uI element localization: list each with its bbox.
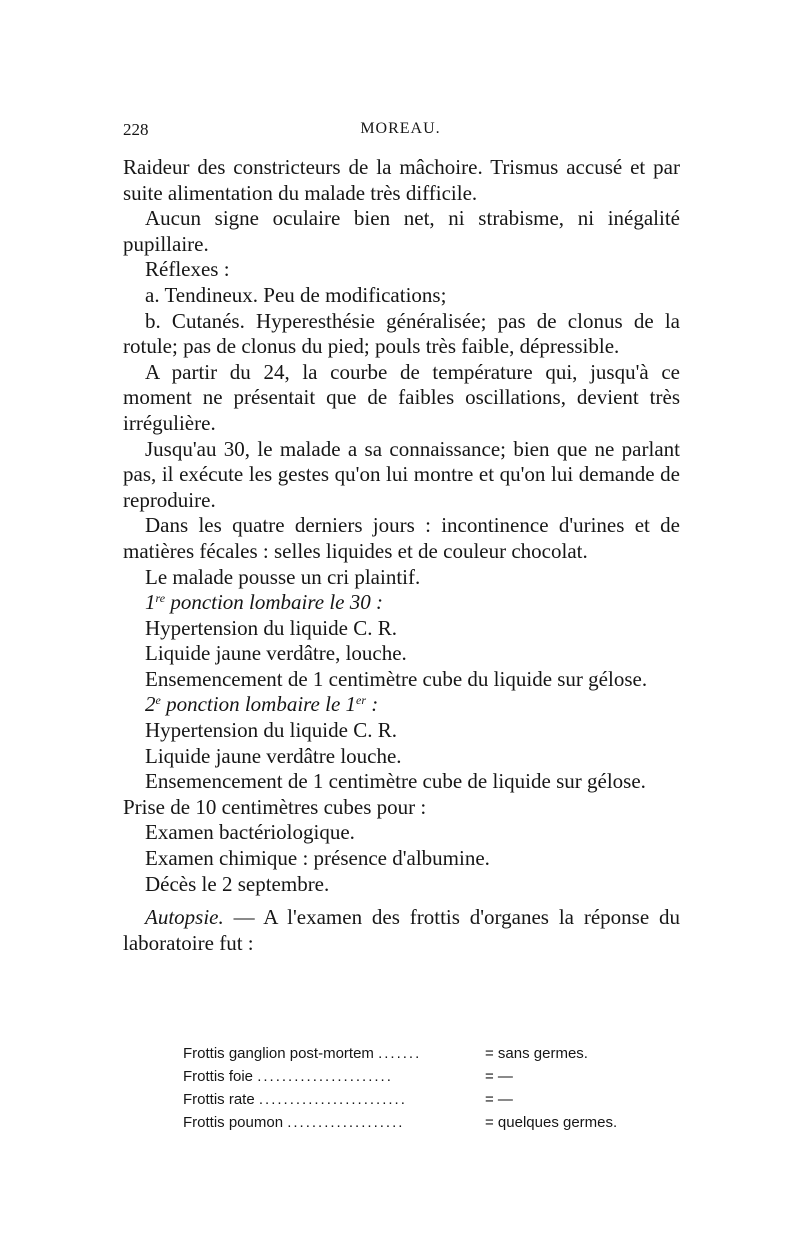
paragraph: Dans les quatre derniers jours : incontinence d'urines et de matières fécales : selles liquides et de couleur chocolat. (123, 513, 680, 563)
leader-dots: ....... (378, 1045, 422, 1062)
frottis-result: = quelques germes. (485, 1114, 618, 1131)
frottis-organ: Frottis ganglion post-mortem (183, 1045, 374, 1062)
puncture-1-line: Hypertension du liquide C. R. (145, 615, 397, 640)
table-row (183, 1088, 633, 1111)
paragraph: Raideur des constricteurs de la mâchoire. Trismus accusé et par suite alimentation du malade très difficile. (123, 155, 680, 205)
frottis-result: = sans germes. (485, 1045, 588, 1062)
page-header (123, 120, 678, 150)
autopsie-text: — A l'examen des frottis d'organes la réponse du laboratoire fut : (123, 905, 680, 955)
paragraph: Réflexes : (145, 257, 230, 282)
deces-line: Décès le 2 septembre. (145, 871, 330, 896)
paragraph: Aucun signe oculaire bien net, ni strabisme, ni inégalité pupillaire. (123, 206, 680, 256)
leader-dots: ...................... (257, 1068, 393, 1085)
autopsie-paragraph (123, 905, 680, 956)
frottis-organ: Frottis foie (183, 1068, 254, 1085)
page-number: 228 (123, 120, 149, 139)
puncture-1-line: Ensemencement de 1 centimètre cube du liquide sur gélose. (145, 666, 648, 691)
paragraph: a. Tendineux. Peu de modifications; (145, 282, 447, 307)
table-row (183, 1111, 633, 1134)
frottis-result: = — (485, 1068, 513, 1085)
table-row (183, 1042, 633, 1065)
frottis-result: = — (485, 1091, 513, 1108)
frottis-organ: Frottis rate (183, 1091, 255, 1108)
prise-line: Prise de 10 centimètres cubes pour : (123, 794, 427, 819)
table-row (183, 1065, 633, 1088)
exam-line: Examen bactériologique. (145, 820, 355, 845)
puncture-1-heading: 1re ponction lombaire le 30 : (145, 590, 383, 615)
frottis-organ: Frottis poumon (183, 1114, 284, 1131)
body-text (123, 155, 680, 956)
exam-line: Examen chimique : présence d'albumine. (145, 846, 490, 871)
paragraph: Jusqu'au 30, le malade a sa connaissance; bien que ne parlant pas, il exécute les gestes qu'on lui montre et qu'on lui demande de reproduire. (123, 436, 680, 512)
puncture-1-line: Liquide jaune verdâtre, louche. (145, 641, 407, 666)
autopsie-label: Autopsie. (145, 905, 224, 930)
running-head: MOREAU. (360, 120, 441, 137)
paragraph: Le malade pousse un cri plaintif. (145, 564, 421, 589)
frottis-table (183, 1042, 633, 1134)
paragraph: b. Cutanés. Hyperesthésie généralisée; pas de clonus de la rotule; pas de clonus du pied; pouls très faible, dépressible. (123, 308, 680, 359)
leader-dots: ........................ (258, 1091, 407, 1108)
puncture-2-heading: 2e ponction lombaire le 1er : (145, 692, 379, 717)
puncture-2-line: Hypertension du liquide C. R. (145, 718, 397, 743)
leader-dots: ................... (287, 1114, 405, 1131)
puncture-2-line: Ensemencement de 1 centimètre cube de liquide sur gélose. (145, 769, 646, 794)
puncture-2-line: Liquide jaune verdâtre louche. (145, 743, 402, 768)
paragraph: A partir du 24, la courbe de température qui, jusqu'à ce moment ne présentait que de faibles oscillations, devient très irrégulière. (123, 359, 680, 435)
